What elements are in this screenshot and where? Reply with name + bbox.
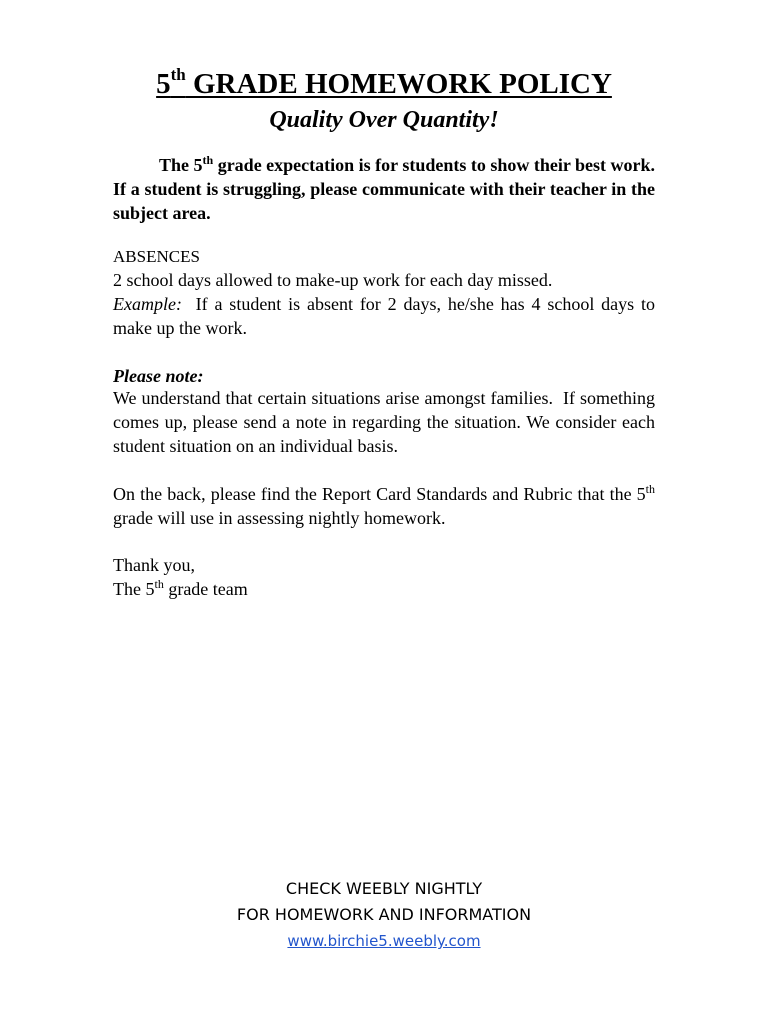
- intro-text-2: grade expectation is for students to show their best work. If a student is struggling, please communicate with their teacher in the subject area.: [113, 155, 656, 223]
- note-heading: Please note:: [113, 366, 204, 386]
- title-prefix: 5: [156, 68, 171, 100]
- intro-paragraph: [113, 153, 655, 225]
- closing-thanks: Thank you,: [113, 555, 195, 575]
- intro-text-1: The 5: [159, 155, 203, 175]
- team-text-1: The 5: [113, 579, 155, 599]
- footer-line-1: CHECK WEEBLY NIGHTLY: [285, 879, 483, 898]
- back-superscript: th: [645, 482, 655, 496]
- team-superscript: th: [154, 577, 164, 591]
- absences-heading: [113, 244, 655, 269]
- team-text-2: grade team: [163, 579, 248, 599]
- closing-signature: [113, 577, 655, 601]
- page-subtitle: Quality Over Quantity!: [269, 107, 499, 133]
- weebly-link[interactable]: www.birchie5.weebly.com: [287, 932, 481, 950]
- title-rest: GRADE HOMEWORK POLICY: [185, 68, 612, 100]
- absences-heading-text: ABSENCES: [113, 247, 200, 266]
- footer-link-row: [0, 928, 768, 954]
- example-text: If a student is absent for 2 days, he/she has 4 school days to make up the work.: [113, 294, 660, 338]
- intro-superscript: th: [202, 153, 214, 167]
- absences-example: [113, 292, 660, 340]
- back-text-2: grade will use in assessing nightly homework.: [113, 508, 446, 528]
- back-paragraph: [113, 482, 655, 530]
- note-body: We understand that certain situations arise amongst families. If something comes up, please send a note in regarding the situation. We consider each student situation on an individual basis.: [113, 388, 660, 456]
- page-title: [0, 64, 768, 104]
- back-text-1: On the back, please find the Report Card Standards and Rubric that the 5: [113, 484, 646, 504]
- example-label: Example:: [113, 294, 182, 314]
- absences-rule: 2 school days allowed to make-up work for each day missed.: [113, 270, 553, 290]
- footer-line-2: FOR HOMEWORK AND INFORMATION: [236, 905, 532, 924]
- title-superscript: th: [170, 65, 186, 84]
- title-underlined: [156, 65, 612, 100]
